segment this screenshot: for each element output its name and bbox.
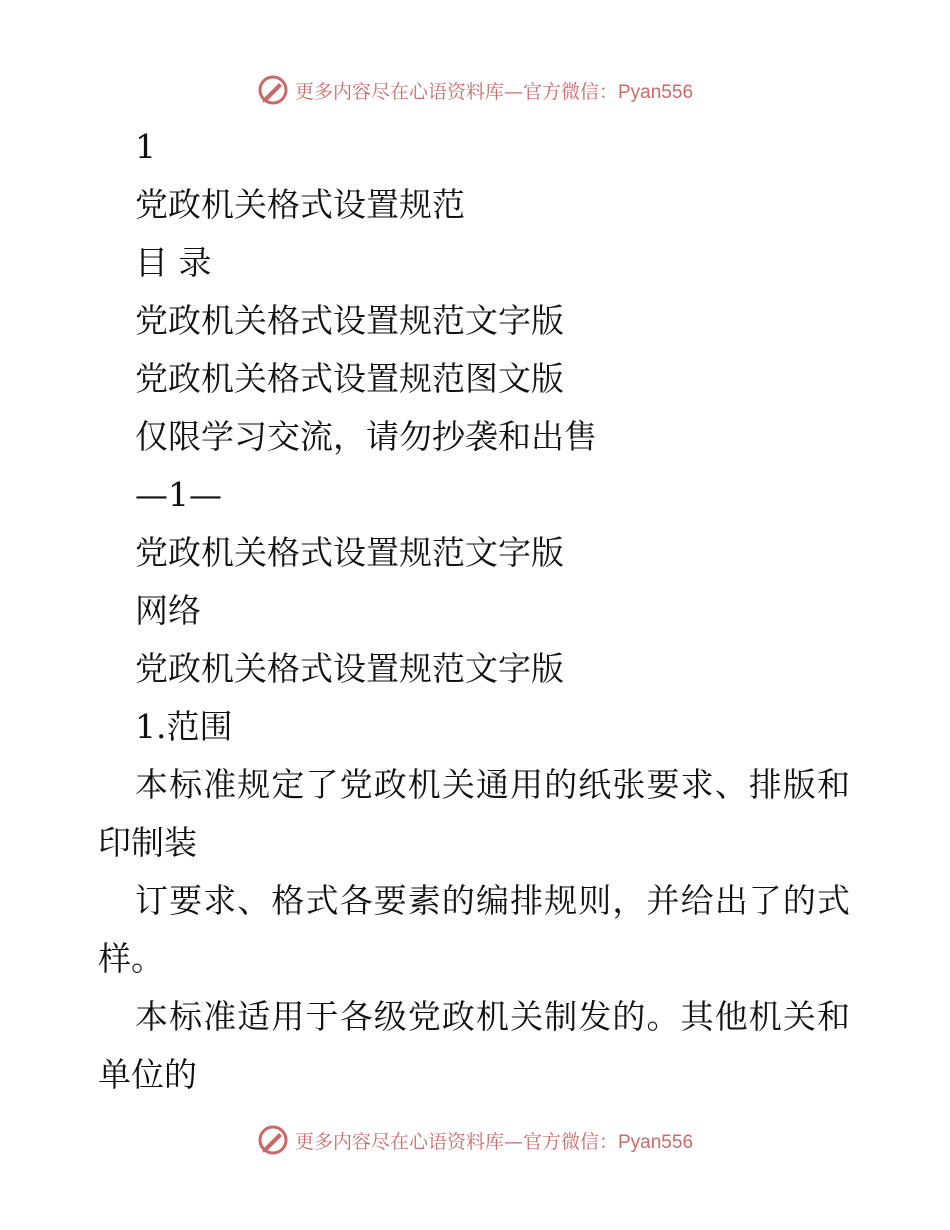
wechat-handle: Pyan556: [618, 1131, 694, 1153]
paragraph-line: 印制装: [98, 823, 197, 862]
document-title: 党政机关格式设置规范: [135, 185, 465, 224]
watermark-text: 更多内容尽在心语资料库—官方微信：: [294, 80, 618, 103]
section-title: 党政机关格式设置规范文字版: [135, 533, 564, 572]
header-watermark: [0, 70, 950, 110]
document-body: [0, 118, 950, 1104]
toc-heading: 目 录: [135, 243, 212, 282]
paragraph-line: 订要求、格式各要素的编排规则，并给出了的式: [135, 881, 850, 920]
section-title-repeat: 党政机关格式设置规范文字版: [135, 649, 564, 688]
toc-item-illustrated-version: 党政机关格式设置规范图文版: [135, 359, 564, 398]
pen-logo-icon: [257, 74, 289, 106]
watermark-text: 更多内容尽在心语资料库—官方微信：: [294, 1130, 618, 1153]
wechat-handle: Pyan556: [618, 81, 694, 103]
paragraph-line: 本标准规定了党政机关通用的纸张要求、排版和: [135, 765, 850, 804]
paragraph-line: 本标准适用于各级党政机关制发的。其他机关和: [135, 997, 850, 1036]
page-number-line: 1: [135, 127, 156, 166]
paragraph-line: 单位的: [98, 1055, 197, 1094]
footer-watermark: [0, 1120, 950, 1160]
page-marker: —1—: [135, 475, 222, 514]
pen-logo-icon: [257, 1124, 289, 1156]
toc-item-text-version: 党政机关格式设置规范文字版: [135, 301, 564, 340]
usage-notice: 仅限学习交流，请勿抄袭和出售: [135, 417, 597, 456]
paragraph-line: 样。: [98, 939, 164, 978]
source-label: 网络: [135, 591, 201, 630]
scope-heading: 1.范围: [135, 707, 233, 746]
